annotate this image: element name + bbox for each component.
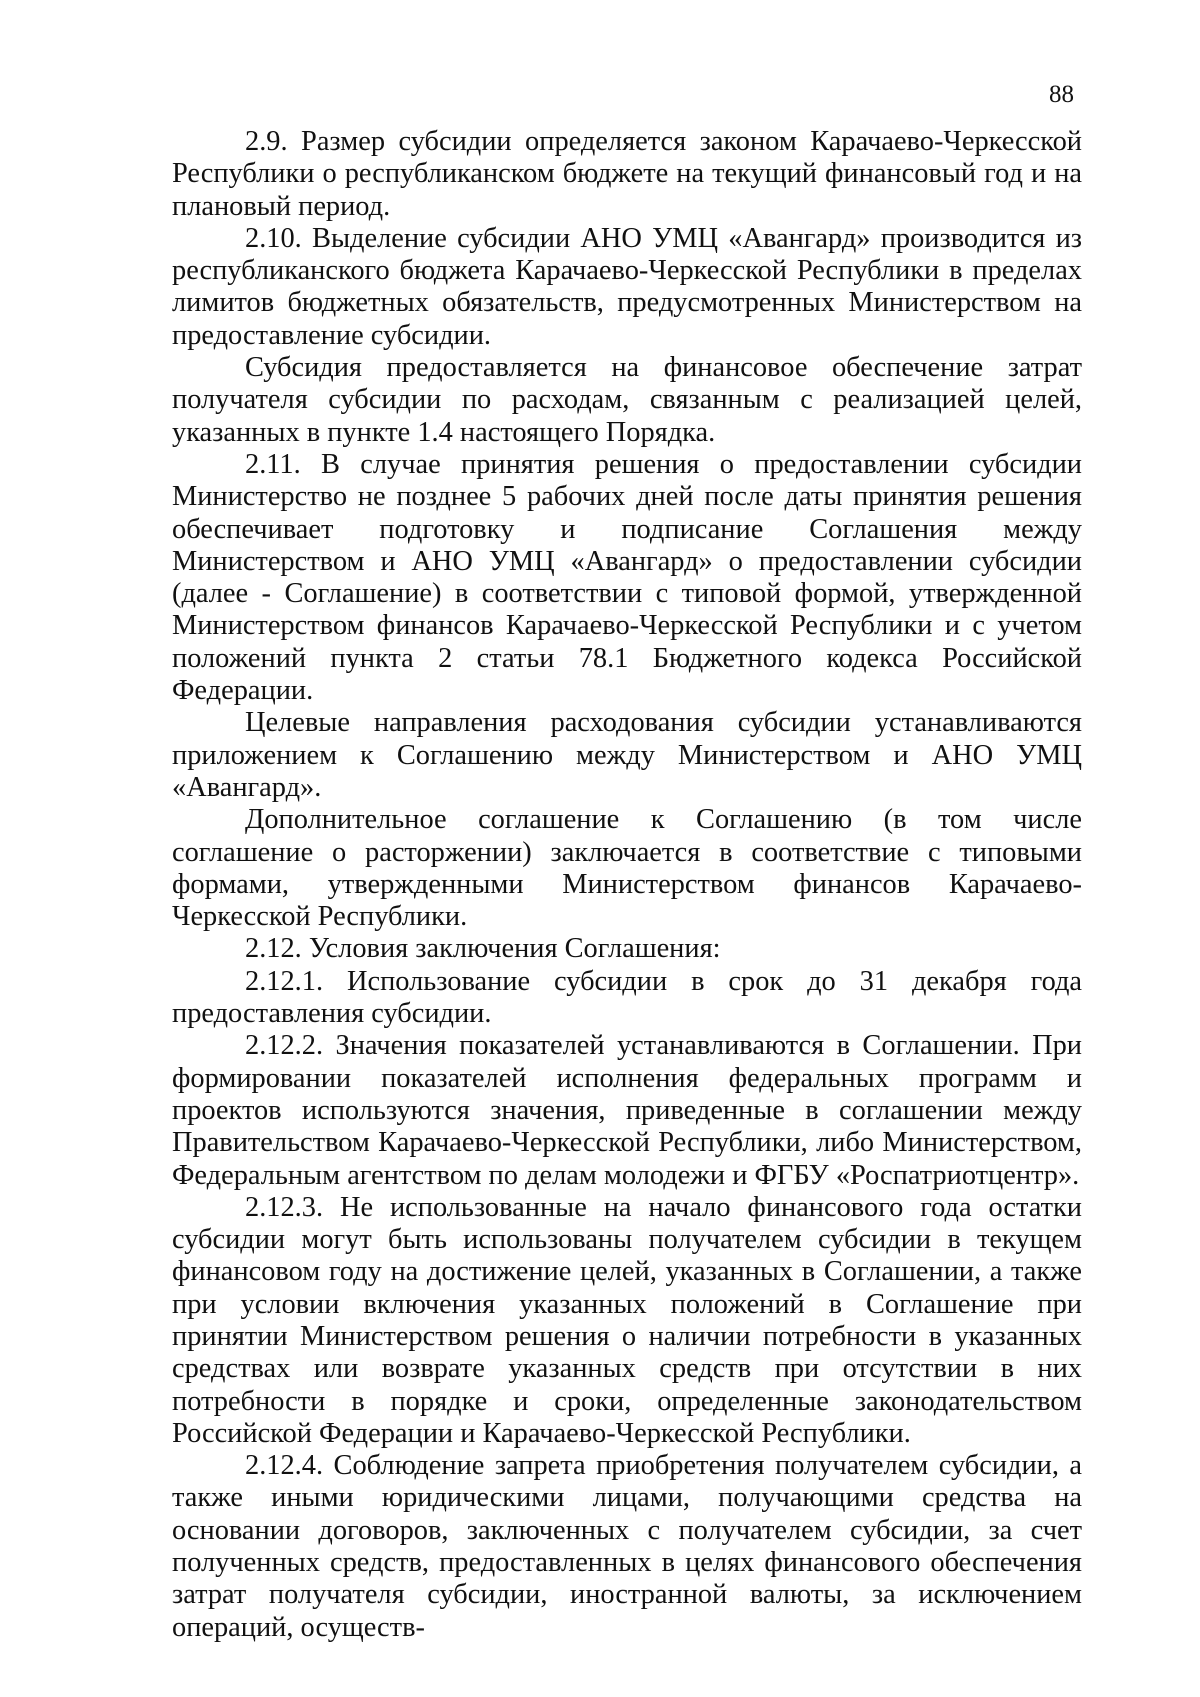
paragraph-2-12-4: 2.12.4. Соблюдение запрета приобретения получателем субсидии, а также иными юридическими лицами, получающими средства на основании договоров, заключенных с получателем субсидии, за счет полученных средств, предоставленных в целях финансового обеспечения затрат получателя субсидии, иностранной валюты, за исключением операций, осуществ- <box>172 1450 1082 1643</box>
paragraph-2-11: 2.11. В случае принятия решения о предоставлении субсидии Министерство не позднее 5 рабочих дней после даты принятия решения обеспечивает подготовку и подписание Соглашения между Министерством и АНО УМЦ «Авангард» о предоставлении субсидии (далее - Соглашение) в соответствии с типовой формой, утвержденной Министерством финансов Карачаево-Черкесской Республики и с учетом положений пункта 2 статьи 78.1 Бюджетного кодекса Российской Федерации. <box>172 448 1082 707</box>
paragraph-target-directions: Целевые направления расходования субсидии устанавливаются приложением к Соглашению между Министерством и АНО УМЦ «Авангард». <box>172 707 1082 803</box>
paragraph-2-12: 2.12. Условия заключения Соглашения: <box>245 933 721 965</box>
paragraph-2-12-1: 2.12.1. Использование субсидии в срок до 31 декабря года предоставления субсидии. <box>172 965 1082 1030</box>
page-number: 88 <box>1049 81 1074 108</box>
paragraph-subsidy-purpose: Субсидия предоставляется на финансовое обеспечение затрат получателя субсидии по расходам, связанным с реализацией целей, указанных в пункте 1.4 настоящего Порядка. <box>172 352 1082 448</box>
document-body <box>172 126 1082 1644</box>
paragraph-2-10: 2.10. Выделение субсидии АНО УМЦ «Авангард» производится из республиканского бюджета Карачаево-Черкесской Республики в пределах лимитов бюджетных обязательств, предусмотренных Министерством на предоставление субсидии. <box>172 222 1082 351</box>
paragraph-additional-agreement: Дополнительное соглашение к Соглашению (в том числе соглашение о расторжении) заключается в соответствие с типовыми формами, утвержденными Министерством финансов Карачаево-Черкесской Республики. <box>172 804 1082 933</box>
paragraph-2-9: 2.9. Размер субсидии определяется законом Карачаево-Черкесской Республики о республиканском бюджете на текущий финансовый год и на плановый период. <box>172 126 1082 222</box>
paragraph-2-12-2: 2.12.2. Значения показателей устанавливаются в Соглашении. При формировании показателей исполнения федеральных программ и проектов используются значения, приведенные в соглашении между Правительством Карачаево-Черкесской Республики, либо Министерством, Федеральным агентством по делам молодежи и ФГБУ «Роспатриотцентр». <box>172 1030 1082 1191</box>
paragraph-2-12-3: 2.12.3. Не использованные на начало финансового года остатки субсидии могут быть использованы получателем субсидии в текущем финансовом году на достижение целей, указанных в Соглашении, а также при условии включения указанных положений в Соглашение при принятии Министерством решения о наличии потребности в указанных средствах или возврате указанных средств при отсутствии в них потребности в порядке и сроки, определенные законодательством Российской Федерации и Карачаево-Черкесской Республики. <box>172 1191 1082 1449</box>
